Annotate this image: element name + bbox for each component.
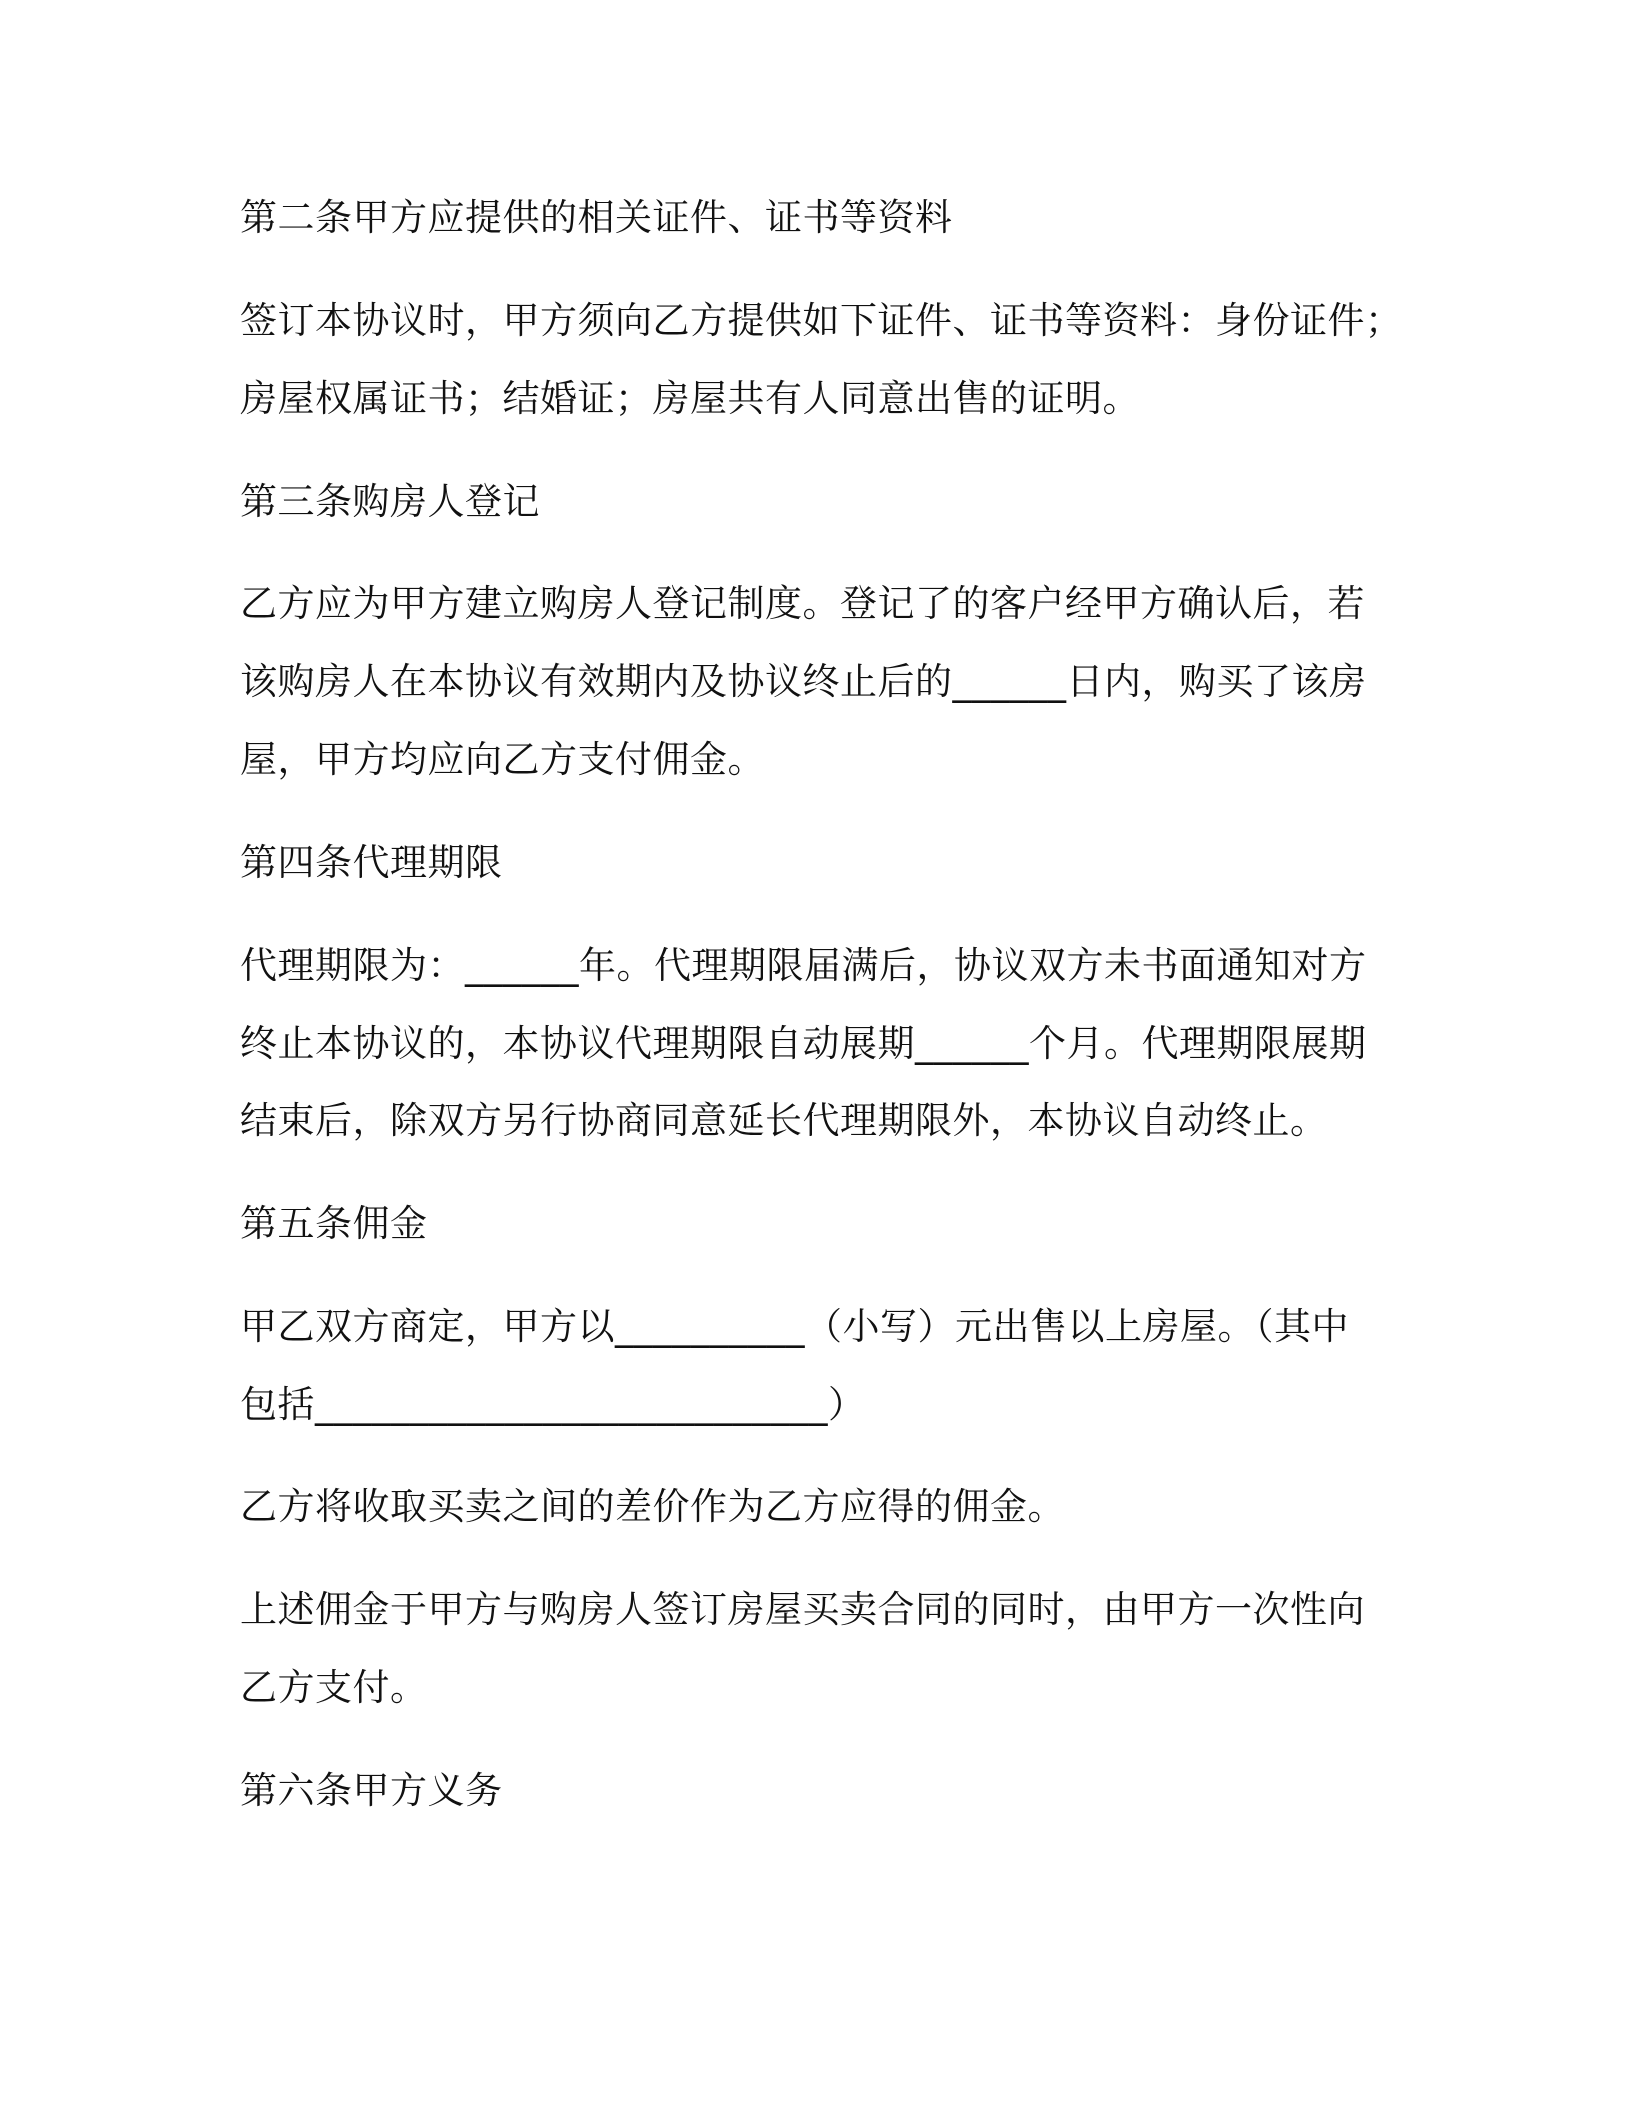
article-5-paragraph-3-line-2: 乙方支付。 — [240, 1666, 428, 1709]
article-4-paragraph-line-3: 结束后，除双方另行协商同意延长代理期限外，本协议自动终止。 — [240, 1099, 1328, 1142]
article-3-paragraph-line-3: 屋，甲方均应向乙方支付佣金。 — [240, 738, 765, 781]
article-5-paragraph-1-line-1: 甲乙双方商定，甲方以__________（小写）元出售以上房屋。（其中 — [240, 1305, 1349, 1348]
article-2-paragraph-line-2: 房屋权属证书；结婚证；房屋共有人同意出售的证明。 — [240, 377, 1140, 420]
article-3-heading: 第三条购房人登记 — [240, 480, 540, 523]
article-4-paragraph-line-1: 代理期限为：______年。代理期限届满后，协议双方未书面通知对方 — [240, 944, 1367, 987]
article-6-heading: 第六条甲方义务 — [240, 1769, 503, 1812]
article-2-paragraph-line-1: 签订本协议时，甲方须向乙方提供如下证件、证书等资料：身份证件； — [240, 299, 1403, 342]
article-5-heading: 第五条佣金 — [240, 1202, 428, 1245]
article-5-paragraph-1-line-2: 包括___________________________） — [240, 1383, 866, 1426]
article-3-paragraph-line-2: 该购房人在本协议有效期内及协议终止后的______日内，购买了该房 — [240, 660, 1367, 703]
article-5-paragraph-3-line-1: 上述佣金于甲方与购房人签订房屋买卖合同的同时，由甲方一次性向 — [240, 1588, 1365, 1631]
article-4-heading: 第四条代理期限 — [240, 841, 503, 884]
article-4-paragraph-line-2: 终止本协议的，本协议代理期限自动展期______个月。代理期限展期 — [240, 1022, 1367, 1065]
article-2-heading: 第二条甲方应提供的相关证件、证书等资料 — [240, 196, 953, 239]
article-5-paragraph-2: 乙方将收取买卖之间的差价作为乙方应得的佣金。 — [240, 1485, 1065, 1528]
article-3-paragraph-line-1: 乙方应为甲方建立购房人登记制度。登记了的客户经甲方确认后，若 — [240, 582, 1365, 625]
